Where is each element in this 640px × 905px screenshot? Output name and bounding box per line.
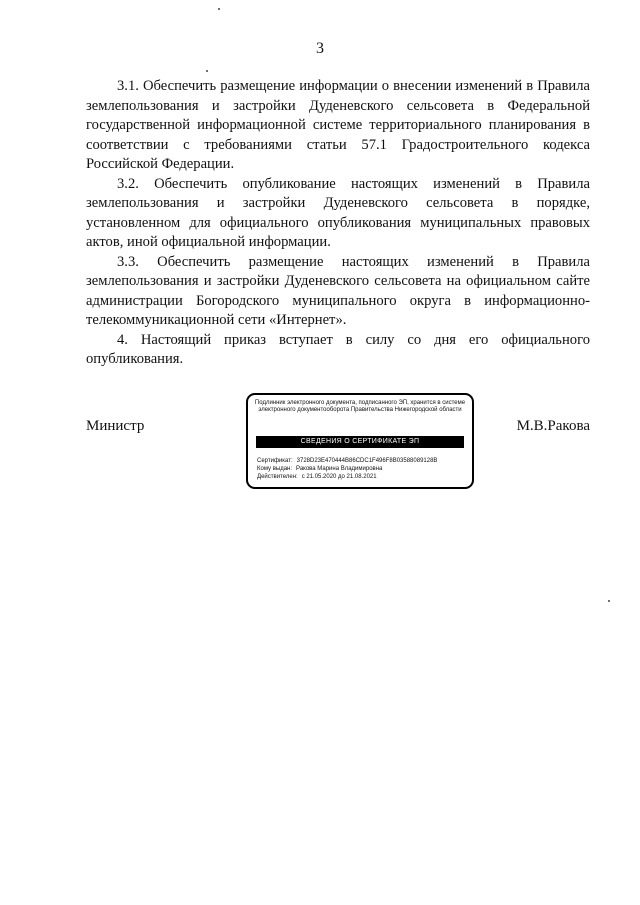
stamp-certificate-line bbox=[257, 457, 466, 465]
stamp-valid-line bbox=[257, 473, 466, 481]
signature-block bbox=[86, 393, 590, 493]
electronic-signature-stamp bbox=[246, 393, 474, 489]
scan-speck bbox=[206, 70, 208, 72]
stamp-banner: СВЕДЕНИЯ О СЕРТИФИКАТЕ ЭП bbox=[256, 436, 464, 448]
paragraph-3-1: 3.1. Обеспечить размещение информации о внесении изменений в Правила землепользования и застройки Дуденевского сельсовета в Федеральной государственной информационной системе территориального планирования в соответствии с требованиями статьи 57.1 Градостроительного кодекса Российской Федерации. bbox=[86, 78, 590, 172]
stamp-issued-to-line bbox=[257, 465, 466, 473]
stamp-header: Подлинник электронного документа, подписанного ЭП, хранится в системе электронного документооборота Правительства Нижегородской области bbox=[254, 400, 466, 414]
scan-speck bbox=[218, 8, 220, 10]
paragraph-3-2: 3.2. Обеспечить опубликование настоящих изменений в Правила землепользования и застройки Дуденевского сельсовета в порядке, установленном для официального опубликования муниципальных правовых актов, иной официальной информации. bbox=[86, 175, 590, 250]
document-body bbox=[86, 77, 590, 370]
certificate-value: 3728D23E470444B86CDC1F496F8B03588089128B bbox=[296, 458, 438, 464]
stamp-details bbox=[257, 457, 466, 482]
issued-to-label: Кому выдан: bbox=[257, 466, 293, 473]
signer-name: М.В.Ракова bbox=[516, 418, 590, 434]
valid-value: с 21.05.2020 до 21.08.2021 bbox=[301, 474, 377, 481]
page-number: 3 bbox=[316, 40, 324, 57]
paragraph-4: 4. Настоящий приказ вступает в силу со дня его официального опубликования. bbox=[86, 331, 590, 367]
valid-label: Действителен: bbox=[257, 474, 298, 481]
scan-speck bbox=[608, 600, 610, 602]
signer-title: Министр bbox=[86, 418, 145, 434]
issued-to-value: Ракова Марина Владимировна bbox=[296, 466, 383, 473]
paragraph-3-3: 3.3. Обеспечить размещение настоящих изменений в Правила землепользования и застройки Дуденевского сельсовета на официальном сайте администрации Богородского муниципального округа в информационно-телекоммуникационной сети «Интернет». bbox=[86, 253, 590, 328]
certificate-label: Сертификат: bbox=[257, 458, 293, 464]
